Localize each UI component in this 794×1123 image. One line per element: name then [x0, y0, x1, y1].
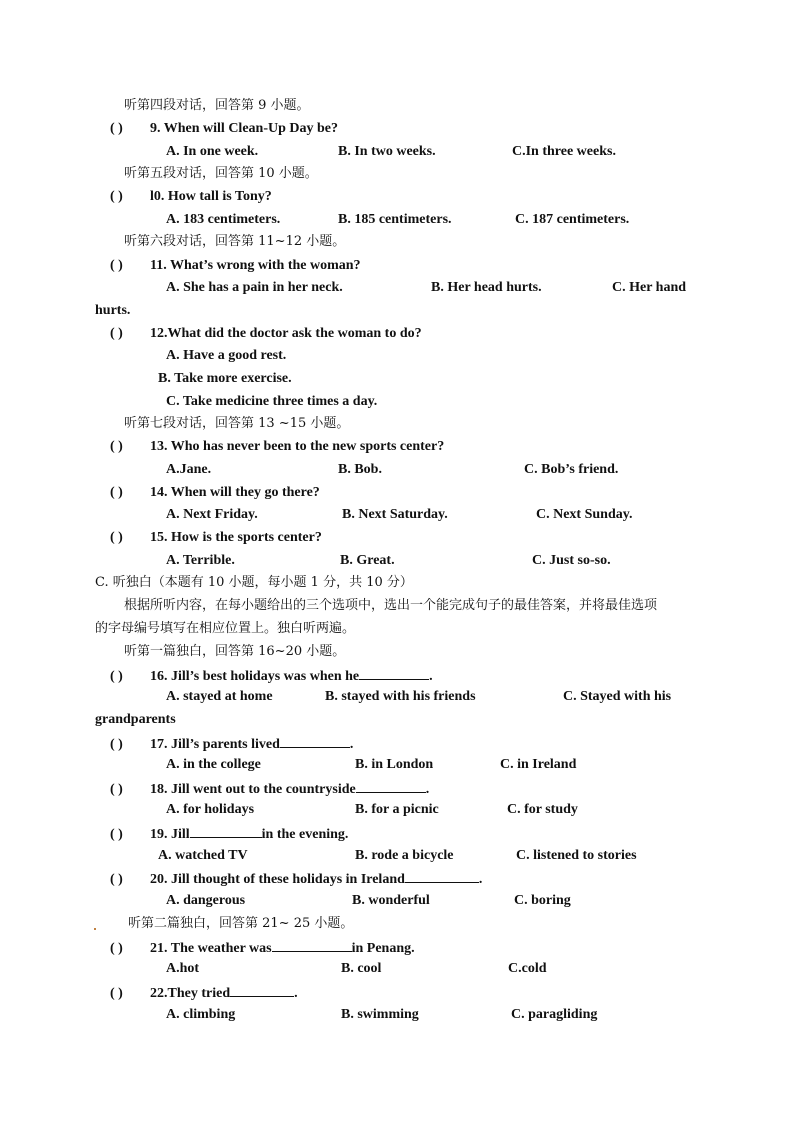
- option-b: B. stayed with his friends: [325, 689, 476, 704]
- option-b: B. In two weeks.: [338, 144, 436, 159]
- option-c: C. 187 centimeters.: [515, 212, 630, 227]
- option-a: A. Have a good rest.: [166, 348, 287, 363]
- option-c-continued: hurts.: [95, 303, 131, 318]
- option-c: C. paragliding: [511, 1007, 598, 1022]
- answer-paren: ( ): [110, 737, 123, 752]
- question-text: l0. How tall is Tony?: [150, 189, 272, 204]
- question-text-end: in Penang.: [351, 941, 415, 956]
- question-21: [110, 938, 415, 958]
- option-b: B. wonderful: [352, 893, 430, 908]
- question-text: 12.What did the doctor ask the woman to do?: [150, 326, 422, 341]
- question-text-end: in the evening.: [261, 827, 349, 842]
- section-note: 听第四段对话，回答第 9 小题。: [124, 98, 310, 113]
- question-9: [110, 120, 338, 138]
- question-text-end: .: [349, 737, 354, 752]
- option-a: A. 183 centimeters.: [166, 212, 281, 227]
- option-b: B. cool: [341, 961, 382, 976]
- answer-paren: ( ): [110, 121, 123, 136]
- question-text: 20. Jill thought of these holidays in Ireland: [150, 872, 405, 887]
- question-12: [110, 325, 422, 343]
- question-text-end: .: [425, 782, 430, 797]
- answer-paren: ( ): [110, 439, 123, 454]
- answer-blank[interactable]: [356, 779, 426, 793]
- answer-blank[interactable]: [280, 734, 350, 748]
- answer-paren: ( ): [110, 941, 123, 956]
- option-c: C. Take medicine three times a day.: [166, 394, 378, 409]
- answer-paren: ( ): [110, 485, 123, 500]
- option-a: A. watched TV: [158, 848, 248, 863]
- answer-paren: ( ): [110, 986, 123, 1001]
- option-b: B. swimming: [341, 1007, 419, 1022]
- question-text: 22.They tried: [150, 986, 231, 1001]
- answer-paren: ( ): [110, 258, 123, 273]
- section-note: 听第五段对话，回答第 10 小题。: [124, 166, 318, 181]
- answer-blank[interactable]: [405, 869, 479, 883]
- question-20: [110, 869, 482, 889]
- section-note: 听第二篇独白，回答第 21~ 25 小题。: [128, 916, 354, 931]
- option-a: A. Terrible.: [166, 553, 235, 568]
- option-c: C. Bob’s friend.: [524, 462, 619, 477]
- option-a: A. in the college: [166, 757, 261, 772]
- option-b: B. Take more exercise.: [158, 371, 292, 386]
- option-a: A. climbing: [166, 1007, 236, 1022]
- question-text: 14. When will they go there?: [150, 485, 320, 500]
- option-b: B. Great.: [340, 553, 395, 568]
- option-c: C. Next Sunday.: [536, 507, 633, 522]
- option-b: B. Her head hurts.: [431, 280, 542, 295]
- option-a: A. dangerous: [166, 893, 246, 908]
- section-note: 听第七段对话，回答第 13 ~15 小题。: [124, 416, 350, 431]
- answer-blank[interactable]: [272, 938, 352, 952]
- option-a: A.hot: [166, 961, 200, 976]
- question-13: [110, 438, 444, 456]
- question-text: 17. Jill’s parents lived: [150, 737, 280, 752]
- answer-paren: ( ): [110, 326, 123, 341]
- instructions-line-1: 根据所听内容，在每小题给出的三个选项中，选出一个能完成句子的最佳答案，并将最佳选项: [124, 598, 658, 613]
- option-a: A. stayed at home: [166, 689, 273, 704]
- question-text: 9. When will Clean-Up Day be?: [150, 121, 338, 136]
- answer-blank[interactable]: [190, 824, 262, 838]
- question-18: [110, 779, 429, 799]
- question-17: [110, 734, 353, 754]
- question-14: [110, 484, 320, 502]
- question-19: [110, 824, 348, 844]
- option-c: C. Her hand: [612, 280, 687, 295]
- stray-mark: [94, 928, 96, 930]
- answer-paren: ( ): [110, 669, 123, 684]
- option-c: C. for study: [507, 802, 578, 817]
- question-16: [110, 666, 433, 686]
- instructions-line-2: 的字母编号填写在相应位置上。独白听两遍。: [95, 621, 356, 636]
- option-b: B. in London: [355, 757, 434, 772]
- question-text: 13. Who has never been to the new sports center?: [150, 439, 445, 454]
- option-c: C. Stayed with his: [563, 689, 672, 704]
- answer-blank[interactable]: [359, 666, 429, 680]
- question-text-end: .: [478, 872, 483, 887]
- question-text: 16. Jill’s best holidays was when he: [150, 669, 360, 684]
- option-c-continued: grandparents: [95, 712, 176, 727]
- question-text: 18. Jill went out to the countryside: [150, 782, 356, 797]
- option-a: A. Next Friday.: [166, 507, 258, 522]
- answer-paren: ( ): [110, 827, 123, 842]
- option-b: B. 185 centimeters.: [338, 212, 452, 227]
- section-note: 听第一篇独白，回答第 16~20 小题。: [124, 644, 346, 659]
- option-c: C. listened to stories: [516, 848, 637, 863]
- option-c: C. Just so-so.: [532, 553, 611, 568]
- option-c: C.In three weeks.: [512, 144, 616, 159]
- answer-paren: ( ): [110, 782, 123, 797]
- answer-paren: ( ): [110, 530, 123, 545]
- question-10: [110, 188, 272, 206]
- option-b: B. rode a bicycle: [355, 848, 454, 863]
- question-11: [110, 257, 361, 275]
- option-a: A. for holidays: [166, 802, 255, 817]
- section-note: 听第六段对话，回答第 11~12 小题。: [124, 234, 346, 249]
- part-heading: C. 听独白（本题有 10 小题，每小题 1 分，共 10 分）: [95, 575, 413, 590]
- option-b: B. Next Saturday.: [342, 507, 448, 522]
- question-15: [110, 529, 322, 547]
- question-text: 21. The weather was: [150, 941, 272, 956]
- option-a: A. She has a pain in her neck.: [166, 280, 343, 295]
- question-text: 11. What’s wrong with the woman?: [150, 258, 361, 273]
- option-c: C. in Ireland: [500, 757, 577, 772]
- answer-blank[interactable]: [230, 983, 294, 997]
- option-c: C.cold: [508, 961, 547, 976]
- answer-paren: ( ): [110, 872, 123, 887]
- question-22: [110, 983, 298, 1003]
- option-c: C. boring: [514, 893, 571, 908]
- question-text: 15. How is the sports center?: [150, 530, 322, 545]
- option-a: A.Jane.: [166, 462, 212, 477]
- option-b: B. for a picnic: [355, 802, 439, 817]
- question-text-end: .: [294, 986, 298, 1001]
- option-a: A. In one week.: [166, 144, 259, 159]
- answer-paren: ( ): [110, 189, 123, 204]
- question-text-end: .: [429, 669, 433, 684]
- question-text: 19. Jill: [150, 827, 190, 842]
- option-b: B. Bob.: [338, 462, 382, 477]
